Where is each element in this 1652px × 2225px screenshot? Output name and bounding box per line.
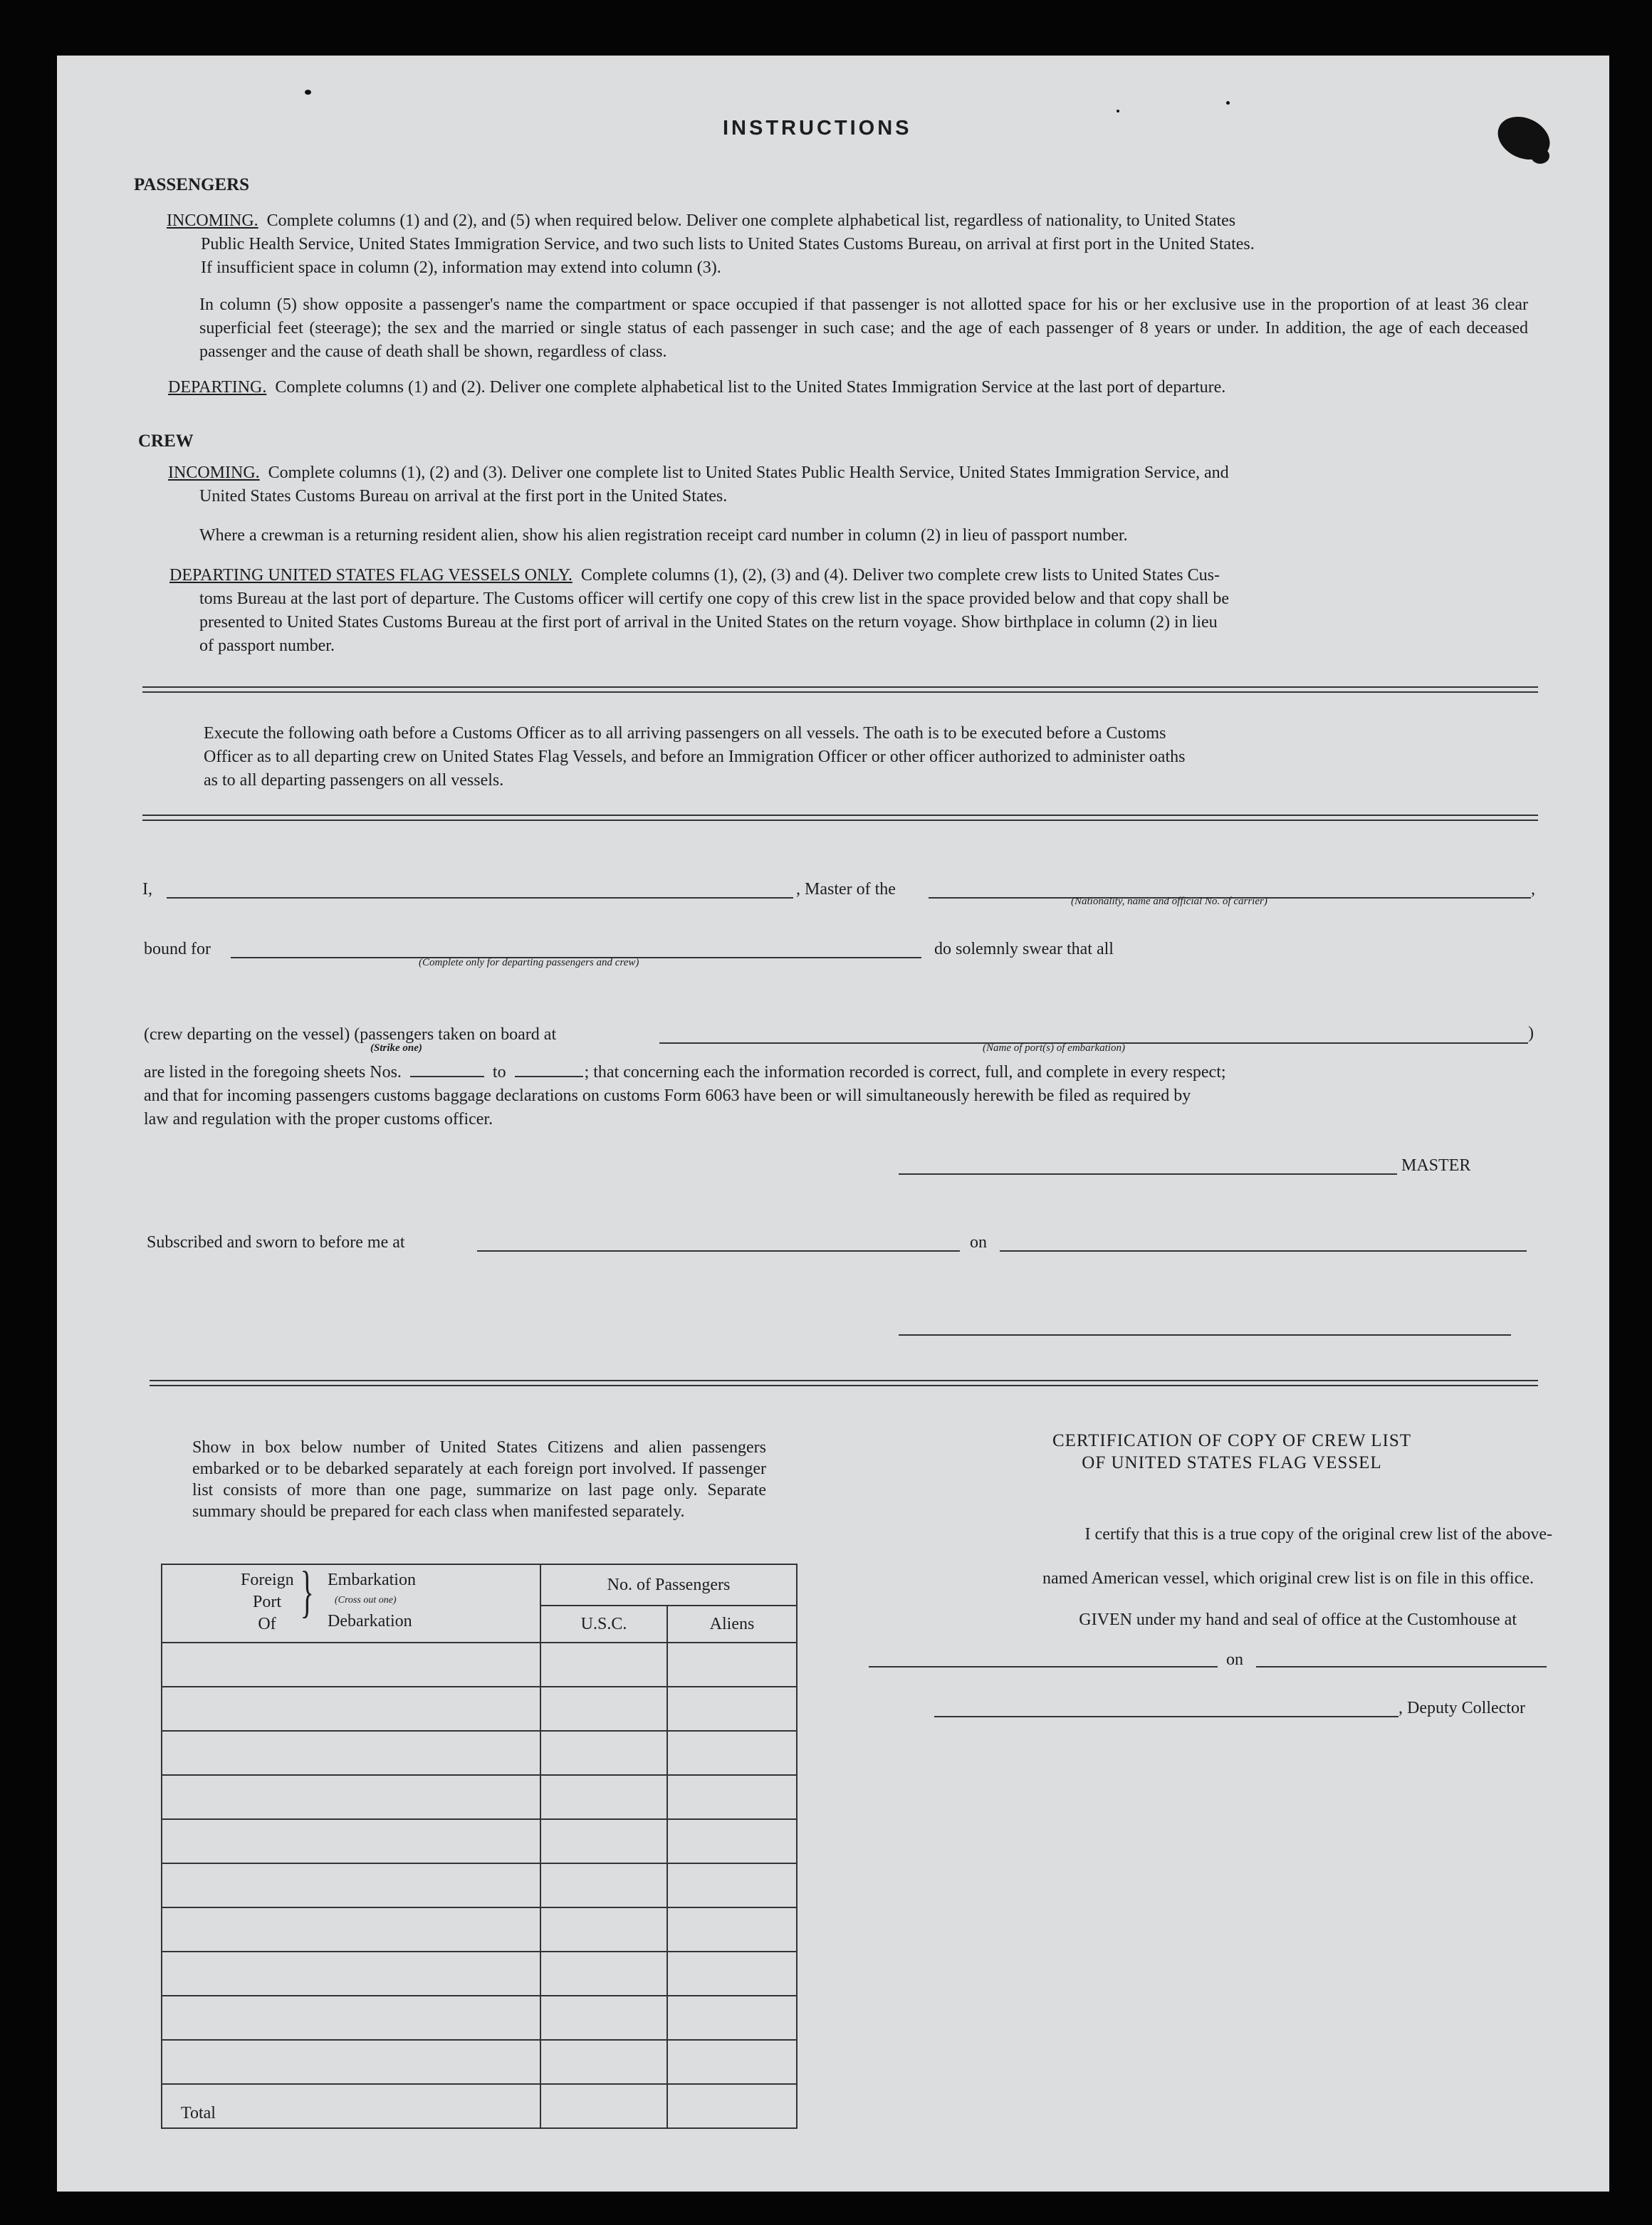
- aliens-cell[interactable]: [667, 1687, 797, 1731]
- table-row: [162, 1687, 797, 1731]
- aliens-header: Aliens: [667, 1606, 797, 1643]
- passengers-incoming-line1: Complete columns (1) and (2), and (5) when required below. Deliver one complete alphabetical list, regardless of nationality, to United States: [266, 211, 1236, 230]
- crew-incoming-line2: United States Customs Bureau on arrival at the first port in the United States.: [199, 487, 728, 506]
- table-row: [162, 1643, 797, 1687]
- listed-line2: and that for incoming passengers customs baggage declarations on customs Form 6063 have been or will simultaneously herewith be filed as required by: [144, 1087, 1191, 1105]
- port-cell[interactable]: [162, 1996, 540, 2040]
- passenger-summary-table: [161, 1561, 798, 2129]
- subscribed-on-label: on: [970, 1233, 987, 1252]
- port-header-cell: [162, 1561, 540, 1643]
- master-name-field[interactable]: [167, 897, 793, 899]
- certification-text-line2: named American vessel, which original crew list is on file in this office.: [1042, 1569, 1534, 1588]
- crew-incoming-line1: Complete columns (1), (2) and (3). Deliver one complete list to United States Public Health Service, United States Immigration Service, and: [268, 464, 1229, 482]
- customhouse-field[interactable]: [869, 1666, 1218, 1668]
- listed-block: [144, 1061, 1539, 1131]
- listed-prefix: are listed in the foregoing sheets Nos.: [144, 1063, 402, 1082]
- table-row: [162, 1952, 797, 1996]
- page-title: INSTRUCTIONS: [723, 117, 912, 140]
- certification-heading: [904, 1430, 1559, 1474]
- certification-text-line1: I certify that this is a true copy of the original crew list of the above-: [1084, 1525, 1552, 1544]
- foreign-label: Foreign: [241, 1571, 294, 1589]
- sheet-from-field[interactable]: [410, 1076, 484, 1077]
- subscribed-label: Subscribed and sworn to before me at: [147, 1233, 405, 1252]
- embarkation-label: Embarkation: [328, 1571, 416, 1589]
- port-header-label: [241, 1569, 293, 1635]
- usc-cell[interactable]: [540, 2040, 667, 2084]
- table-row: [162, 1907, 797, 1952]
- listed-to: to: [492, 1063, 506, 1082]
- crew-alien-text: Where a crewman is a returning resident alien, show his alien registration receipt card number in column (2) in lieu of passport number.: [199, 526, 1128, 545]
- crew-departing-line4: of passport number.: [199, 637, 335, 655]
- usc-cell[interactable]: [540, 1775, 667, 1819]
- bound-for-note: (Complete only for departing passengers and crew): [419, 957, 639, 968]
- aliens-cell[interactable]: [667, 1907, 797, 1952]
- passengers-departing-text: Complete columns (1) and (2). Deliver one complete alphabetical list to the United States Immigration Service at the last port of departure.: [275, 378, 1226, 397]
- certification-heading-line1: CERTIFICATION OF COPY OF CREW LIST: [1052, 1431, 1412, 1450]
- table-row: [162, 1996, 797, 2040]
- table-row: [162, 1775, 797, 1819]
- port-cell[interactable]: [162, 1643, 540, 1687]
- table-row: [162, 1819, 797, 1863]
- usc-cell[interactable]: [540, 1731, 667, 1775]
- certification-heading-line2: OF UNITED STATES FLAG VESSEL: [1082, 1453, 1382, 1472]
- cross-out-note: (Cross out one): [335, 1595, 397, 1606]
- port-cell[interactable]: [162, 1952, 540, 1996]
- subscribed-at-field[interactable]: [477, 1250, 960, 1252]
- passengers-departing-block: [168, 376, 1530, 399]
- passengers-incoming-block: [167, 209, 1528, 280]
- divider-2: [142, 815, 1538, 821]
- summary-instructions: Show in box below number of United States Citizens and alien passengers embarked or to be debarked separately at each foreign port involved. If passenger list consists of more than one page, summarize on last page only. Separate summary should be prepared for each class when manifested separately.: [192, 1438, 766, 1521]
- total-label: Total: [162, 2084, 540, 2128]
- master-signature-field[interactable]: [899, 1173, 1397, 1175]
- port-cell[interactable]: [162, 1731, 540, 1775]
- oath-line-end-comma: ,: [1531, 880, 1535, 899]
- usc-cell[interactable]: [540, 1863, 667, 1907]
- total-aliens-cell[interactable]: [667, 2084, 797, 2128]
- deputy-signature-field[interactable]: [934, 1716, 1399, 1717]
- close-paren: ): [1528, 1024, 1534, 1042]
- crew-departing-text: (crew departing on the vessel) (passengers taken on board at: [144, 1025, 557, 1044]
- master-label: MASTER: [1401, 1156, 1471, 1175]
- speck-mark: [1226, 101, 1230, 105]
- sheet-to-field[interactable]: [515, 1076, 583, 1077]
- listed-line3: law and regulation with the proper customs officer.: [144, 1110, 493, 1129]
- aliens-cell[interactable]: [667, 1863, 797, 1907]
- table-row: [162, 1731, 797, 1775]
- port-note: (Name of port(s) of embarkation): [983, 1042, 1125, 1054]
- usc-cell[interactable]: [540, 1819, 667, 1863]
- aliens-cell[interactable]: [667, 1996, 797, 2040]
- port-label: Port: [252, 1593, 281, 1611]
- no-of-passengers-header: No. of Passengers: [540, 1564, 797, 1606]
- deputy-collector-label: , Deputy Collector: [1399, 1699, 1525, 1717]
- listed-suffix: ; that concerning each the information recorded is correct, full, and complete in every respect;: [584, 1063, 1226, 1082]
- passengers-col5-paragraph: In column (5) show opposite a passenger's name the compartment or space occupied if that passenger is not allotted space for his or her exclusive use in the proportion of at least 36 clear superficial feet (steerage); the sex and the married or single status of each passenger in such case; and the age of each passenger of 8 years or under. In addition, the age of each deceased passenger and the cause of death shall be shown, regardless of class.: [199, 295, 1528, 361]
- divider-3: [150, 1380, 1538, 1386]
- crew-departing-block: [169, 564, 1530, 658]
- total-usc-cell[interactable]: [540, 2084, 667, 2128]
- oath-master-of: , Master of the: [796, 880, 896, 899]
- swear-text: do solemnly swear that all: [934, 940, 1114, 958]
- aliens-cell[interactable]: [667, 1643, 797, 1687]
- usc-header: U.S.C.: [540, 1606, 667, 1643]
- oath-intro: [204, 722, 1485, 792]
- port-cell[interactable]: [162, 1819, 540, 1863]
- aliens-cell[interactable]: [667, 2040, 797, 2084]
- aliens-cell[interactable]: [667, 1731, 797, 1775]
- bound-for-label: bound for: [144, 940, 211, 958]
- port-cell[interactable]: [162, 1907, 540, 1952]
- crew-departing-line3: presented to United States Customs Bureau at the first port of arrival in the United States on the return voyage. Show birthplace in column (2) in lieu: [199, 613, 1218, 632]
- passengers-departing-label: DEPARTING.: [168, 378, 267, 397]
- form-sheet: [57, 56, 1609, 2192]
- port-cell[interactable]: [162, 1687, 540, 1731]
- crew-departing-line1: Complete columns (1), (2), (3) and (4). Deliver two complete crew lists to United States Cus-: [580, 566, 1220, 585]
- usc-cell[interactable]: [540, 1643, 667, 1687]
- crew-incoming-block: [168, 461, 1530, 508]
- oath-intro-line2: Officer as to all departing crew on United States Flag Vessels, and before an Immigration Officer or other officer authorized to administer oaths: [204, 748, 1186, 766]
- oath-i-label: I,: [142, 880, 152, 899]
- divider-1: [142, 686, 1538, 693]
- certification-on-label: on: [1226, 1650, 1243, 1669]
- certification-text-line3: GIVEN under my hand and seal of office at the Customhouse at: [1079, 1611, 1517, 1629]
- certification-date-field[interactable]: [1256, 1666, 1547, 1668]
- port-cell[interactable]: [162, 2040, 540, 2084]
- aliens-cell[interactable]: [667, 1819, 797, 1863]
- usc-cell[interactable]: [540, 1907, 667, 1952]
- usc-cell[interactable]: [540, 1996, 667, 2040]
- oath-intro-line3: as to all departing passengers on all vessels.: [204, 771, 504, 790]
- usc-cell[interactable]: [540, 1687, 667, 1731]
- strike-one-note: (Strike one): [370, 1042, 422, 1054]
- total-row: [162, 2084, 797, 2128]
- table-row: [162, 2040, 797, 2084]
- oath-intro-line1: Execute the following oath before a Customs Officer as to all arriving passengers on all vessels. The oath is to be executed before a Customs: [204, 724, 1166, 743]
- crew-departing-label: DEPARTING UNITED STATES FLAG VESSELS ONLY.: [169, 566, 573, 585]
- officer-signature-field[interactable]: [899, 1334, 1511, 1336]
- crew-incoming-label: INCOMING.: [168, 464, 260, 482]
- carrier-note: (Nationality, name and official No. of carrier): [1071, 896, 1267, 907]
- crew-departing-line2: toms Bureau at the last port of departure. The Customs officer will certify one copy of this crew list in the space provided below and that copy shall be: [199, 590, 1230, 608]
- subscribed-on-field[interactable]: [1000, 1250, 1527, 1252]
- crew-heading: CREW: [138, 431, 194, 451]
- port-cell[interactable]: [162, 1775, 540, 1819]
- debarkation-label: Debarkation: [328, 1612, 412, 1630]
- aliens-cell[interactable]: [667, 1775, 797, 1819]
- speck-mark: [1117, 110, 1119, 112]
- speck-mark: [305, 90, 311, 95]
- passengers-heading: PASSENGERS: [134, 175, 250, 194]
- usc-cell[interactable]: [540, 1952, 667, 1996]
- passengers-incoming-label: INCOMING.: [167, 211, 258, 230]
- passengers-incoming-line2: Public Health Service, United States Immigration Service, and two such lists to United States Customs Bureau, on arrival at first port in the United States.: [201, 235, 1255, 253]
- ink-blot-mark: [1531, 148, 1549, 164]
- aliens-cell[interactable]: [667, 1952, 797, 1996]
- brace-icon: }: [300, 1561, 314, 1623]
- table-row: [162, 1863, 797, 1907]
- passengers-incoming-line3: If insufficient space in column (2), information may extend into column (3).: [201, 258, 721, 277]
- of-label: Of: [258, 1615, 276, 1633]
- port-cell[interactable]: [162, 1863, 540, 1907]
